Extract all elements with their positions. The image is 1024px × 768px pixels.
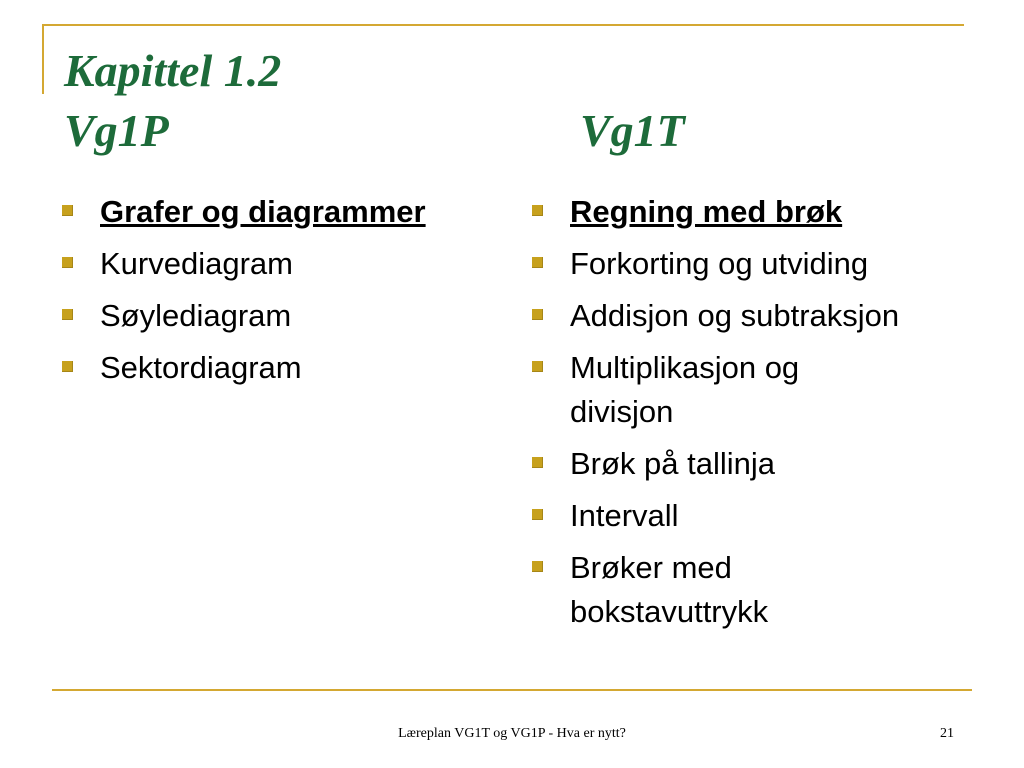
list-item-text: Brøk på tallinja — [570, 446, 776, 481]
square-bullet-icon — [532, 561, 543, 572]
list-item — [62, 346, 502, 390]
list-item — [532, 546, 870, 634]
vg1p-topic-list — [62, 190, 502, 398]
slide-title: Kapittel 1.2 — [64, 45, 282, 96]
list-item — [532, 346, 900, 434]
list-item-text: Multiplikasjon og divisjon — [570, 350, 800, 429]
list-item — [532, 294, 972, 338]
list-item — [532, 442, 972, 486]
list-item-text: Kurvediagram — [100, 246, 293, 281]
square-bullet-icon — [532, 205, 543, 216]
list-item — [62, 294, 502, 338]
page-number: 21 — [940, 726, 954, 741]
list-item-text: Intervall — [570, 498, 679, 533]
list-item — [532, 242, 972, 286]
list-item-text: Søylediagram — [100, 298, 292, 333]
square-bullet-icon — [62, 257, 73, 268]
square-bullet-icon — [62, 205, 73, 216]
footer-divider — [52, 689, 972, 691]
list-item-text: Addisjon og subtraksjon — [570, 298, 900, 333]
list-item-text: Brøker med bokstavuttrykk — [570, 550, 769, 629]
list-item-text: Sektordiagram — [100, 350, 302, 385]
column-heading-vg1p: Vg1P — [64, 105, 169, 156]
vg1t-topic-list — [532, 190, 972, 642]
footer-text: Læreplan VG1T og VG1P - Hva er nytt? — [398, 726, 626, 741]
left-border-line — [42, 24, 44, 94]
square-bullet-icon — [62, 361, 73, 372]
list-item — [62, 242, 502, 286]
list-item — [532, 494, 972, 538]
square-bullet-icon — [532, 361, 543, 372]
top-border-line — [42, 24, 964, 26]
column-heading-vg1t: Vg1T — [580, 105, 685, 156]
square-bullet-icon — [532, 309, 543, 320]
list-item-heading: Grafer og diagrammer — [100, 194, 426, 229]
list-item — [532, 190, 972, 234]
square-bullet-icon — [532, 257, 543, 268]
list-item-heading: Regning med brøk — [570, 194, 843, 229]
square-bullet-icon — [62, 309, 73, 320]
list-item — [62, 190, 502, 234]
list-item-text: Forkorting og utviding — [570, 246, 869, 281]
square-bullet-icon — [532, 457, 543, 468]
square-bullet-icon — [532, 509, 543, 520]
